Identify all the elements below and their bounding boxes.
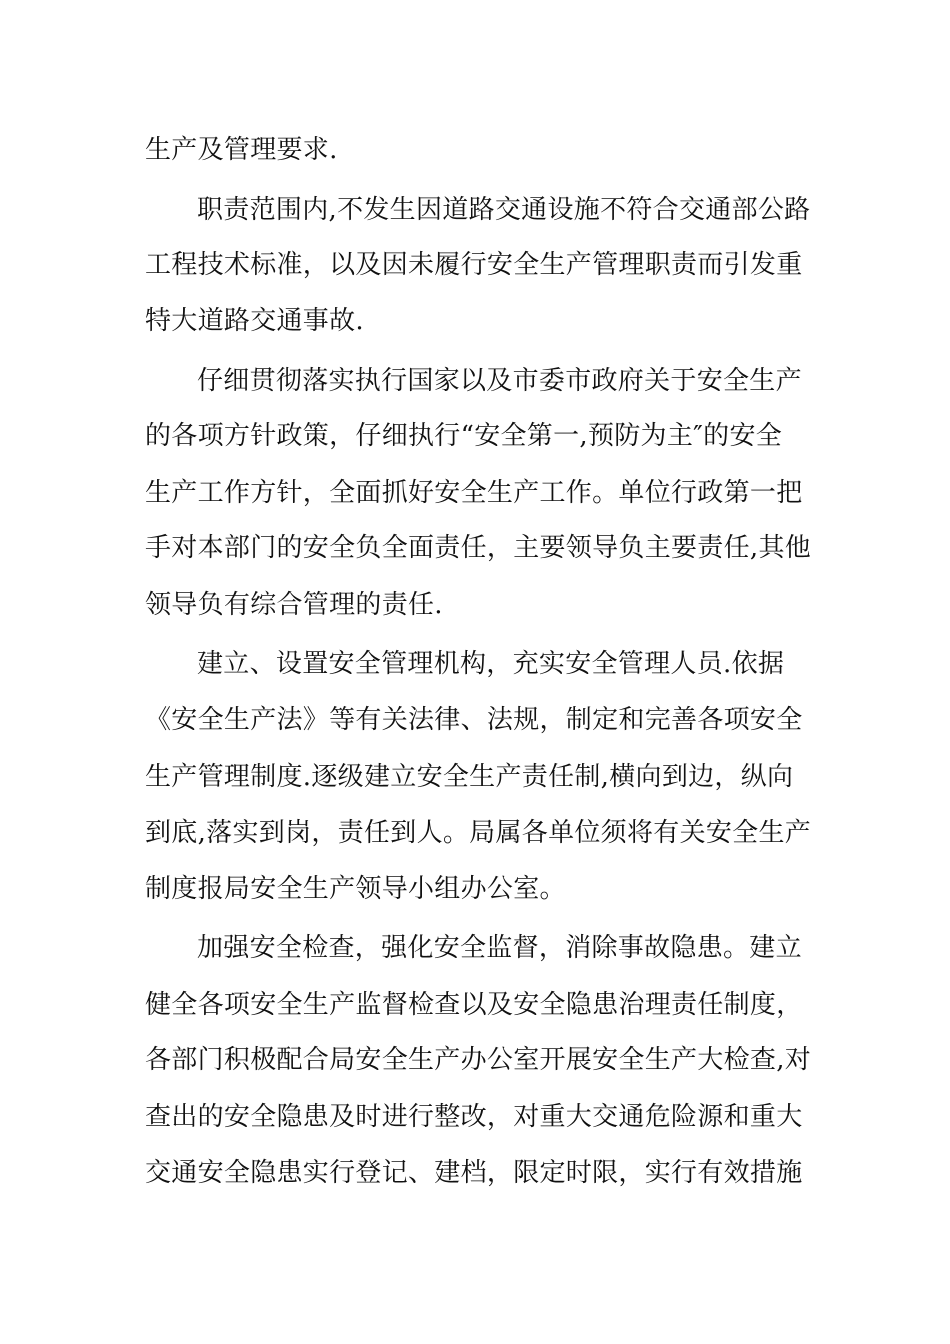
text-line-13: 到底,落实到岗，责任到人。局属各单位须将有关安全生产 bbox=[145, 818, 812, 848]
text-line-4: 特大道路交通事故. bbox=[145, 306, 364, 336]
text-line-10: 建立、设置安全管理机构，充实安全管理人员.依据 bbox=[197, 649, 785, 679]
text-line-18: 查出的安全隐患及时进行整改，对重大交通危险源和重大 bbox=[145, 1102, 803, 1132]
text-line-11: 《安全生产法》等有关法律、法规，制定和完善各项安全 bbox=[145, 705, 803, 735]
text-line-15: 加强安全检查，强化安全监督，消除事故隐患。建立 bbox=[197, 933, 802, 963]
text-line-14: 制度报局安全生产领导小组办公室。 bbox=[145, 874, 566, 904]
text-line-1: 生产及管理要求. bbox=[145, 135, 338, 165]
text-line-16: 健全各项安全生产监督检查以及安全隐患治理责任制度， bbox=[145, 990, 803, 1020]
text-line-7: 生产工作方针，全面抓好安全生产工作。单位行政第一把 bbox=[145, 478, 803, 508]
text-line-17: 各部门积极配合局安全生产办公室开展安全生产大检查,对 bbox=[145, 1045, 812, 1075]
text-line-6: 的各项方针政策，仔细执行“安全第一,预防为主″的安全 bbox=[145, 421, 783, 451]
text-line-3: 工程技术标准，以及因未履行安全生产管理职责而引发重 bbox=[145, 250, 803, 280]
text-line-9: 领导负有综合管理的责任. bbox=[145, 590, 443, 620]
text-line-19: 交通安全隐患实行登记、建档，限定时限，实行有效措施 bbox=[145, 1158, 803, 1188]
text-line-5: 仔细贯彻落实执行国家以及市委市政府关于安全生产 bbox=[197, 366, 802, 396]
text-line-12: 生产管理制度.逐级建立安全生产责任制,横向到边，纵向 bbox=[145, 762, 794, 792]
text-line-8: 手对本部门的安全负全面责任，主要领导负主要责任,其他 bbox=[145, 533, 812, 563]
text-line-2: 职责范围内,不发生因道路交通设施不符合交通部公路 bbox=[197, 195, 811, 225]
